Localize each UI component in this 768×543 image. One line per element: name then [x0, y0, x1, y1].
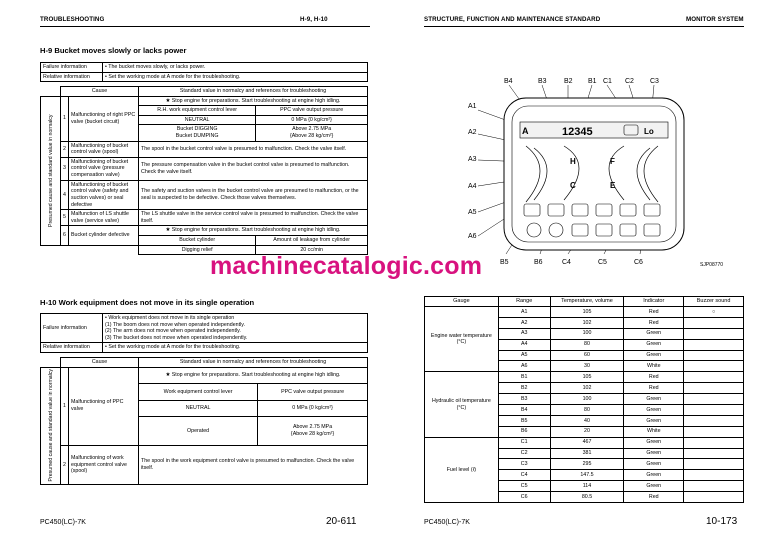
gauge-name-cell: Engine water temperature (°C)	[425, 307, 499, 372]
h9-c3-text: The pressure compensation valve in the bucket control valve is presumed to malfunction. Check the valve itself.	[139, 157, 368, 180]
diagram-label-bottom: C6	[634, 259, 643, 266]
gauge-range-cell: A3	[498, 328, 550, 339]
gauge-range-cell: A6	[498, 361, 550, 372]
h10-cause-num: 2	[61, 445, 69, 485]
h9-info-label: Failure information	[41, 63, 103, 73]
left-header-code: H-9, H-10	[300, 16, 328, 23]
h10-c1-row-b: Above 2.75 MPa {Above 28 kg/cm²}	[258, 417, 368, 445]
gauge-range-cell: C4	[498, 470, 550, 481]
gauge-indicator-cell: Green	[624, 481, 684, 492]
diagram-label-bottom: C5	[598, 259, 607, 266]
gauge-buzzer-cell	[684, 394, 744, 405]
gauge-indicator-cell: Red	[624, 383, 684, 394]
h9-rel-label: Relative information	[41, 72, 103, 82]
h10-info-line: (2) The arm does not move when operated independently.	[105, 328, 241, 335]
gauge-range-cell: B4	[498, 405, 550, 416]
diagram-top-labels	[504, 78, 659, 85]
h10-info-line: • Work equipment does not move in its single operation	[105, 315, 235, 321]
gauge-indicator-cell: Green	[624, 394, 684, 405]
h10-col-cause: Cause	[61, 358, 139, 368]
diagram-label-top: B3	[538, 78, 547, 85]
gauge-range-cell: A4	[498, 339, 550, 350]
h9-c1-row-a: Bucket DIGGING Bucket DUMPING	[139, 125, 256, 141]
h10-c2-text: The spool in the work equipment control valve is presumed to malfunction. Check the valve itself.	[139, 445, 368, 485]
h9-cause-num: 1	[61, 96, 69, 141]
gauge-range-cell: C5	[498, 481, 550, 492]
right-header-section: STRUCTURE, FUNCTION AND MAINTENANCE STANDARD	[424, 16, 601, 23]
h10-c1-row-a: NEUTRAL	[139, 400, 258, 417]
gauge-range-cell: C6	[498, 492, 550, 503]
diagram-label-bottom: B6	[534, 259, 543, 266]
gauge-col-header: Indicator	[624, 297, 684, 307]
diagram-label-top: B1	[588, 78, 597, 85]
gauge-value-cell: 100	[550, 394, 624, 405]
diagram-left-labels	[468, 103, 477, 240]
gauge-indicator-cell: Red	[624, 307, 684, 318]
display-mode-letter: A	[522, 126, 529, 136]
h10-col-standard: Standard value in normalcy and references for troubleshooting	[139, 358, 368, 368]
h10-cause-num: 1	[61, 367, 69, 445]
gauge-col-header: Gauge	[425, 297, 499, 307]
gauge-buzzer-cell	[684, 339, 744, 350]
gauge-buzzer-cell	[684, 361, 744, 372]
gauge-range-cell: B1	[498, 372, 550, 383]
h9-c1-row-a: NEUTRAL	[139, 115, 256, 125]
right-footer-model: PC450(LC)-7K	[424, 519, 470, 526]
h9-c6-row-b: 20 cc/min	[256, 245, 368, 255]
gauge-range-cell: C3	[498, 459, 550, 470]
h10-rel-text: • Set the working mode at A mode for the troubleshooting.	[103, 343, 368, 353]
h10-info-table	[40, 313, 368, 353]
gauge-buzzer-cell	[684, 470, 744, 481]
h10-info-label: Failure information	[41, 314, 103, 343]
gauge-buzzer-cell	[684, 317, 744, 328]
gauge-buzzer-cell	[684, 492, 744, 503]
left-page-number: 20-611	[326, 516, 357, 527]
gauge-value-cell: 102	[550, 383, 624, 394]
gauge-indicator-cell: Green	[624, 470, 684, 481]
gauge-letter-e: E	[610, 181, 616, 190]
h9-rel-text: • Set the working mode at A mode for the troubleshooting.	[103, 72, 368, 82]
diagram-label-bottom: B5	[500, 259, 509, 266]
diagram-label-top: B4	[504, 78, 513, 85]
gauge-indicator-cell: Red	[624, 492, 684, 503]
gauge-indicator-cell: Red	[624, 372, 684, 383]
gauge-col-header: Buzzer sound	[684, 297, 744, 307]
diagram-code: SJP08770	[700, 262, 724, 268]
h10-cause-table	[40, 357, 368, 485]
h9-c1-head-a: R.H. work equipment control lever	[139, 106, 256, 116]
diagram-label-left: A5	[468, 209, 477, 216]
h9-title: H-9 Bucket moves slowly or lacks power	[40, 46, 187, 55]
h9-info-text: • The bucket moves slowly, or lacks power.	[103, 63, 368, 73]
diagram-label-top: C3	[650, 78, 659, 85]
gauge-name-cell: Fuel level (ℓ)	[425, 437, 499, 502]
diagram-label-left: A2	[468, 129, 477, 136]
h9-cause-num: 5	[61, 210, 69, 226]
monitor-gauge-diagram	[464, 76, 744, 272]
gauge-indicator-cell: Green	[624, 415, 684, 426]
h10-cause-text: Malfunctioning of work equipment control valve (spool)	[69, 445, 139, 485]
h9-cause-text: Malfunctioning of right PPC valve (bucket circuit)	[69, 96, 139, 141]
gauge-buzzer-cell	[684, 405, 744, 416]
watermark: machinecatalogic.com	[210, 252, 483, 280]
h9-cause-text: Malfunctioning of bucket control valve (safety and suction valves) or seal defective	[69, 180, 139, 209]
gauge-letter-c: C	[570, 181, 576, 190]
h10-info-lines	[103, 314, 368, 343]
gauge-table-row	[425, 437, 744, 448]
gauge-range-cell: B3	[498, 394, 550, 405]
gauge-buzzer-cell	[684, 383, 744, 394]
gauge-value-cell: 102	[550, 317, 624, 328]
h9-cause-table	[40, 86, 368, 255]
right-page-number: 10-173	[706, 516, 738, 527]
right-header-title: MONITOR SYSTEM	[686, 16, 744, 23]
gauge-value-cell: 467	[550, 437, 624, 448]
h9-c6-row-a: Digging relief	[139, 245, 256, 255]
diagram-bottom-labels	[500, 259, 643, 266]
gauge-table	[424, 296, 744, 503]
gauge-indicator-cell: Green	[624, 459, 684, 470]
left-header-rule	[40, 26, 370, 27]
gauge-buzzer-cell	[684, 426, 744, 437]
h10-info-line: (3) The bucket does not move when operated independently.	[105, 334, 248, 341]
gauge-indicator-cell: Green	[624, 328, 684, 339]
h9-c1-row-b: 0 MPa {0 kg/cm²}	[256, 115, 368, 125]
h9-cause-num: 4	[61, 180, 69, 209]
h10-c1-head-b: PPC valve output pressure	[258, 384, 368, 401]
gauge-buzzer-cell	[684, 415, 744, 426]
h9-c1-head-b: PPC valve output pressure	[256, 106, 368, 116]
h9-cause-num: 6	[61, 226, 69, 245]
diagram-label-left: A6	[468, 233, 477, 240]
h9-c5-text: The LS shuttle valve in the service control valve is presumed to malfunction. Check the valve itself.	[139, 210, 368, 226]
diagram-label-left: A3	[468, 156, 477, 163]
h9-col-standard: Standard value in normalcy and references for troubleshooting	[139, 87, 368, 97]
gauge-buzzer-cell	[684, 437, 744, 448]
gauge-range-cell: C2	[498, 448, 550, 459]
h9-col-cause: Cause	[61, 87, 139, 97]
gauge-value-cell: 30	[550, 361, 624, 372]
gauge-value-cell: 114	[550, 481, 624, 492]
diagram-label-left: A4	[468, 183, 477, 190]
gauge-range-cell: A5	[498, 350, 550, 361]
gauge-value-cell: 105	[550, 372, 624, 383]
h10-c1-head-a: Work equipment control lever	[139, 384, 258, 401]
h9-cause-text: Malfunction of LS shuttle valve (service valve)	[69, 210, 139, 226]
gauge-buzzer-cell	[684, 328, 744, 339]
gauge-buzzer-cell	[684, 448, 744, 459]
h10-title: H-10 Work equipment does not move in its single operation	[40, 298, 255, 307]
gauge-value-cell: 40	[550, 415, 624, 426]
gauge-indicator-cell: White	[624, 361, 684, 372]
h10-info-line: (1) The boom does not move when operated independently.	[105, 321, 245, 328]
gauge-value-cell: 295	[550, 459, 624, 470]
gauge-value-cell: 147.5	[550, 470, 624, 481]
h9-c2-text: The spool in the bucket control valve is presumed to malfunction. Check the valve itself.	[139, 141, 368, 157]
gauge-indicator-cell: Green	[624, 339, 684, 350]
diagram-label-top: C1	[603, 78, 612, 85]
gauge-col-header: Range	[498, 297, 550, 307]
gauge-col-header: Temperature, volume	[550, 297, 624, 307]
h9-cause-num: 3	[61, 157, 69, 180]
gauge-value-cell: 100	[550, 328, 624, 339]
gauge-value-cell: 381	[550, 448, 624, 459]
gauge-letter-h: H	[570, 157, 576, 166]
gauge-buzzer-cell	[684, 481, 744, 492]
h9-c4-text: The safety and suction valves in the bucket control valve are presumed to malfunction, or the seal is suspected to be defective. Check those valves themselves.	[139, 180, 368, 209]
gauge-range-cell: A2	[498, 317, 550, 328]
gauge-buzzer-cell	[684, 350, 744, 361]
h10-c1-row-b: 0 MPa {0 kg/cm²}	[258, 400, 368, 417]
gauge-value-cell: 80.5	[550, 492, 624, 503]
gauge-buzzer-cell	[684, 372, 744, 383]
gauge-value-cell: 20	[550, 426, 624, 437]
gauge-range-cell: A1	[498, 307, 550, 318]
h9-info-table	[40, 62, 368, 82]
h10-star-note: ★ Stop engine for preparations. Start troubleshooting at engine high idling.	[139, 367, 368, 384]
diagram-label-bottom: C4	[562, 259, 571, 266]
h9-c6-head-b: Amount oil leakage from cylinder	[256, 235, 368, 245]
display-digits: 12345	[562, 126, 593, 138]
gauge-range-cell: C1	[498, 437, 550, 448]
h9-cause-text: Malfunctioning of bucket control valve (pressure compensation valve)	[69, 157, 139, 180]
h9-cause-text: Bucket cylinder defective	[69, 226, 139, 245]
gauge-table-row	[425, 372, 744, 383]
gauge-value-cell: 105	[550, 307, 624, 318]
gauge-table-row	[425, 307, 744, 318]
right-header-rule	[424, 26, 744, 27]
gauge-indicator-cell: Green	[624, 448, 684, 459]
gauge-value-cell: 80	[550, 339, 624, 350]
h10-c1-row-a: Operated	[139, 417, 258, 445]
h9-c6-head-a: Bucket cylinder	[139, 235, 256, 245]
display-unit: Lo	[644, 127, 654, 136]
gauge-letter-f: F	[610, 157, 615, 166]
gauge-range-cell: B2	[498, 383, 550, 394]
h9-cause-num: 2	[61, 141, 69, 157]
gauge-range-cell: B5	[498, 415, 550, 426]
h9-side-label: Presumed cause and standard value in normalcy	[41, 96, 61, 245]
h9-c1-row-b: Above 2.75 MPa {Above 28 kg/cm²}	[256, 125, 368, 141]
monitor-body	[504, 98, 684, 250]
diagram-label-left: A1	[468, 103, 477, 110]
diagram-label-top: C2	[625, 78, 634, 85]
diagram-label-top: B2	[564, 78, 573, 85]
gauge-indicator-cell: Red	[624, 317, 684, 328]
gauge-range-cell: B6	[498, 426, 550, 437]
h10-side-label: Presumed cause and standard value in normalcy	[41, 367, 61, 484]
gauge-indicator-cell: Green	[624, 350, 684, 361]
left-header-section: TROUBLESHOOTING	[40, 16, 105, 23]
gauge-name-cell: Hydraulic oil temperature (°C)	[425, 372, 499, 437]
gauge-indicator-cell: Green	[624, 437, 684, 448]
gauge-indicator-cell: Green	[624, 405, 684, 416]
gauge-buzzer-cell	[684, 459, 744, 470]
left-footer-model: PC450(LC)-7K	[40, 519, 86, 526]
gauge-indicator-cell: White	[624, 426, 684, 437]
gauge-value-cell: 80	[550, 405, 624, 416]
h10-cause-text: Malfunctioning of PPC valve	[69, 367, 139, 445]
gauge-table-body	[425, 307, 744, 503]
h9-star-note: ★ Stop engine for preparations. Start troubleshooting at engine high idling.	[139, 96, 368, 106]
h10-rel-label: Relative information	[41, 343, 103, 353]
gauge-buzzer-cell: ○	[684, 307, 744, 318]
h9-cause-text: Malfunctioning of bucket control valve (spool)	[69, 141, 139, 157]
gauge-table-header	[425, 297, 744, 307]
h9-star-note-6: ★ Stop engine for preparations. Start troubleshooting at engine high idling.	[139, 226, 368, 236]
gauge-value-cell: 60	[550, 350, 624, 361]
